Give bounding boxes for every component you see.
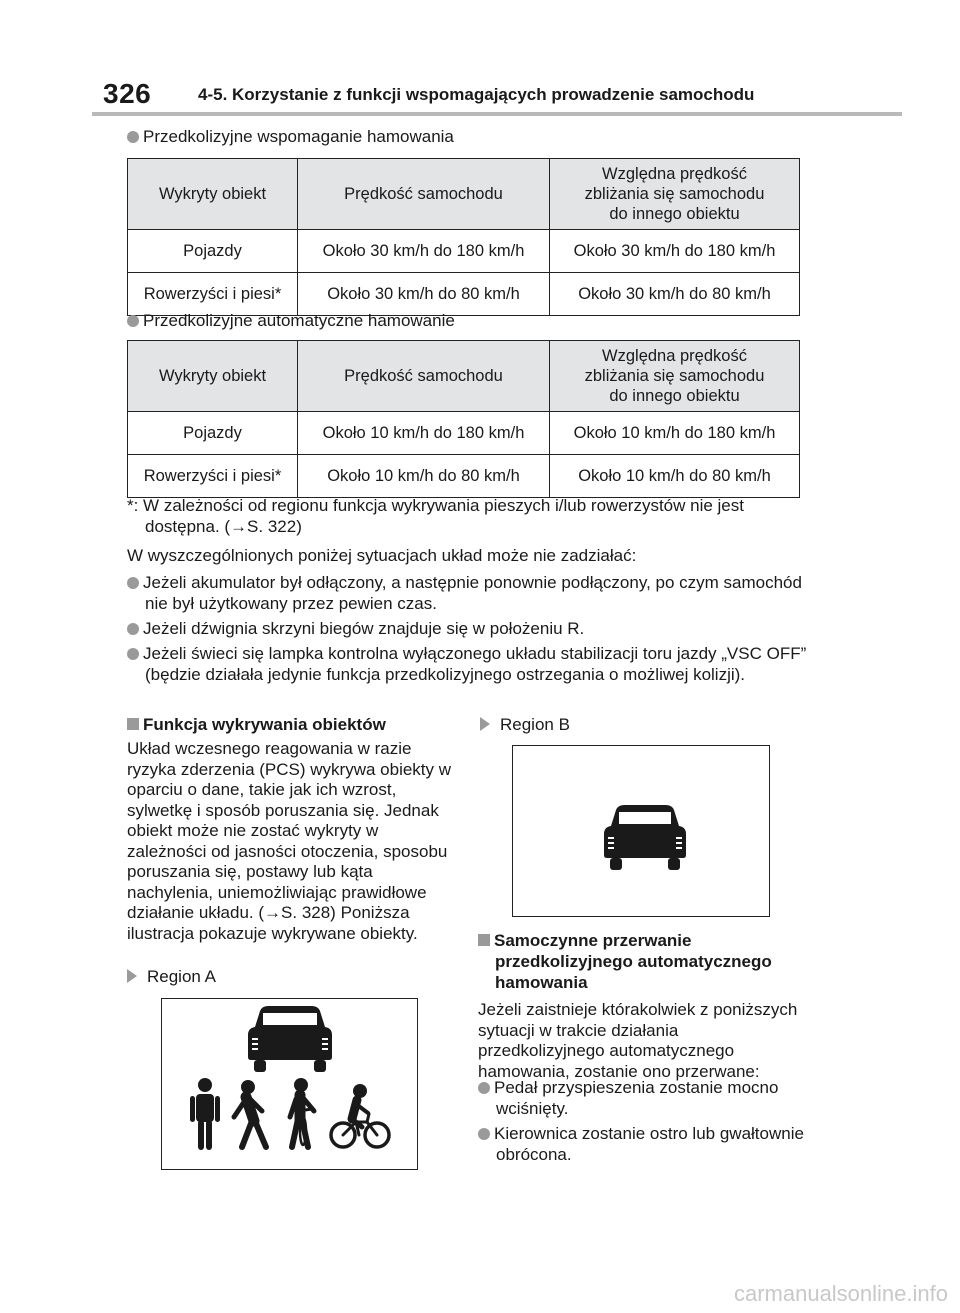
square-bullet-icon — [478, 934, 490, 946]
region-a-label: Region A — [127, 966, 216, 987]
detection-body: Układ wczesnego reagowania w razie ryzyka zderzenia (PCS) wykrywa obiekty w oparciu o dane, takie jak ich wzrost, sylwetkę i sposób poruszania się. Jednak obiekt może nie zostać wykryty w zależności od jasności otoczenia, sposobu poruszania się, postawy lub kąta nachylenia, uniemożliwiając prawidłowe działanie układu. (→S. 328) Poniższa ilustracja pokazuje wykrywane obiekty. — [127, 739, 452, 943]
bullet-icon — [127, 648, 139, 660]
table-cell: Około 10 km/h do 80 km/h — [298, 455, 550, 498]
pedestrian-standing-icon — [190, 1078, 220, 1150]
table-cell: Pojazdy — [128, 230, 298, 273]
chapter-title: 4-5. Korzystanie z funkcji wspomagających prowadzenie samochodu — [198, 85, 755, 104]
table-header-cell: Wykryty obiekt — [128, 341, 298, 412]
region-a-illustration — [162, 999, 417, 1169]
table-cell: Około 30 km/h do 80 km/h — [550, 273, 800, 316]
conditions-intro: W wyszczególnionych poniżej sytuacjach układ może nie zadziałać: — [127, 546, 637, 565]
table-cell: Rowerzyści i piesi* — [128, 273, 298, 316]
table-cell: Około 10 km/h do 180 km/h — [298, 412, 550, 455]
table-cell: Rowerzyści i piesi* — [128, 455, 298, 498]
cancel-item: Pedał przyspieszenia zostanie mocno wciśnięty. — [478, 1077, 821, 1119]
table-header-cell: Wykryty obiekt — [128, 159, 298, 230]
condition-item: Jeżeli dźwignia skrzyni biegów znajduje się w położeniu R. — [127, 618, 820, 639]
car-icon — [248, 1006, 332, 1072]
table-cell: Pojazdy — [128, 412, 298, 455]
page-number: 326 — [103, 78, 152, 109]
bullet-icon — [127, 131, 139, 143]
table-header-row — [128, 341, 800, 412]
watermark: carmanualsonline.info — [733, 1281, 948, 1306]
table-header-cell: Prędkość samochodu — [298, 341, 550, 412]
bullet-icon — [478, 1128, 490, 1140]
bullet-icon — [478, 1082, 490, 1094]
region-b-figure — [512, 745, 770, 917]
table-cell: Około 10 km/h do 180 km/h — [550, 412, 800, 455]
triangle-bullet-icon — [127, 969, 137, 983]
table-header-row — [128, 159, 800, 230]
table-cell: Około 30 km/h do 180 km/h — [550, 230, 800, 273]
table-header-cell: Względna prędkość zbliżania się samochodu do innego obiektu — [550, 159, 800, 230]
section2-heading: Przedkolizyjne automatyczne hamowanie — [127, 310, 455, 332]
condition-item: Jeżeli świeci się lampka kontrolna wyłączonego układu stabilizacji toru jazdy „VSC OFF” (będzie działała jedynie funkcja przedkolizyjnego ostrzegania o możliwej kolizji). — [127, 643, 820, 685]
car-icon — [604, 805, 686, 870]
region-b-label: Region B — [480, 714, 570, 735]
footnote: *: W zależności od regionu funkcja wykrywania pieszych i/lub rowerzystów nie jest dostępna. (→S. 322) — [127, 496, 744, 536]
table-cell: Około 30 km/h do 80 km/h — [298, 273, 550, 316]
detection-heading: Funkcja wykrywania obiektów — [127, 714, 457, 735]
section1-heading: Przedkolizyjne wspomaganie hamowania — [127, 126, 454, 148]
region-a-figure — [161, 998, 418, 1170]
auto-braking-table — [127, 340, 800, 498]
cancel-item: Kierownica zostanie ostro lub gwałtownie obrócona. — [478, 1123, 821, 1165]
bullet-icon — [127, 623, 139, 635]
braking-assist-table — [127, 158, 800, 316]
cancel-body: Jeżeli zaistnieje którakolwiek z poniższych sytuacji w trakcie działania przedkolizyjnego automatycznego hamowania, zostanie ono przerwane: — [478, 1000, 798, 1081]
triangle-bullet-icon — [480, 717, 490, 731]
pedestrian-walking-icon — [234, 1080, 266, 1147]
table-row — [128, 412, 800, 455]
cancel-heading: Samoczynne przerwanie przedkolizyjnego automatycznego hamowania — [478, 930, 820, 993]
condition-item: Jeżeli akumulator był odłączony, a następnie ponownie podłączony, po czym samochód nie był użytkowany przez pewien czas. — [127, 572, 820, 614]
table-row — [128, 455, 800, 498]
table-cell: Około 10 km/h do 80 km/h — [550, 455, 800, 498]
table-row — [128, 230, 800, 273]
header-divider — [92, 112, 902, 116]
table-cell: Około 30 km/h do 180 km/h — [298, 230, 550, 273]
square-bullet-icon — [127, 718, 139, 730]
bullet-icon — [127, 577, 139, 589]
bullet-icon — [127, 315, 139, 327]
table-header-cell: Prędkość samochodu — [298, 159, 550, 230]
cyclist-icon — [331, 1084, 389, 1147]
table-header-cell: Względna prędkość zbliżania się samochodu do innego obiektu — [550, 341, 800, 412]
person-with-bicycle-icon — [290, 1078, 314, 1147]
region-b-illustration — [513, 746, 769, 916]
